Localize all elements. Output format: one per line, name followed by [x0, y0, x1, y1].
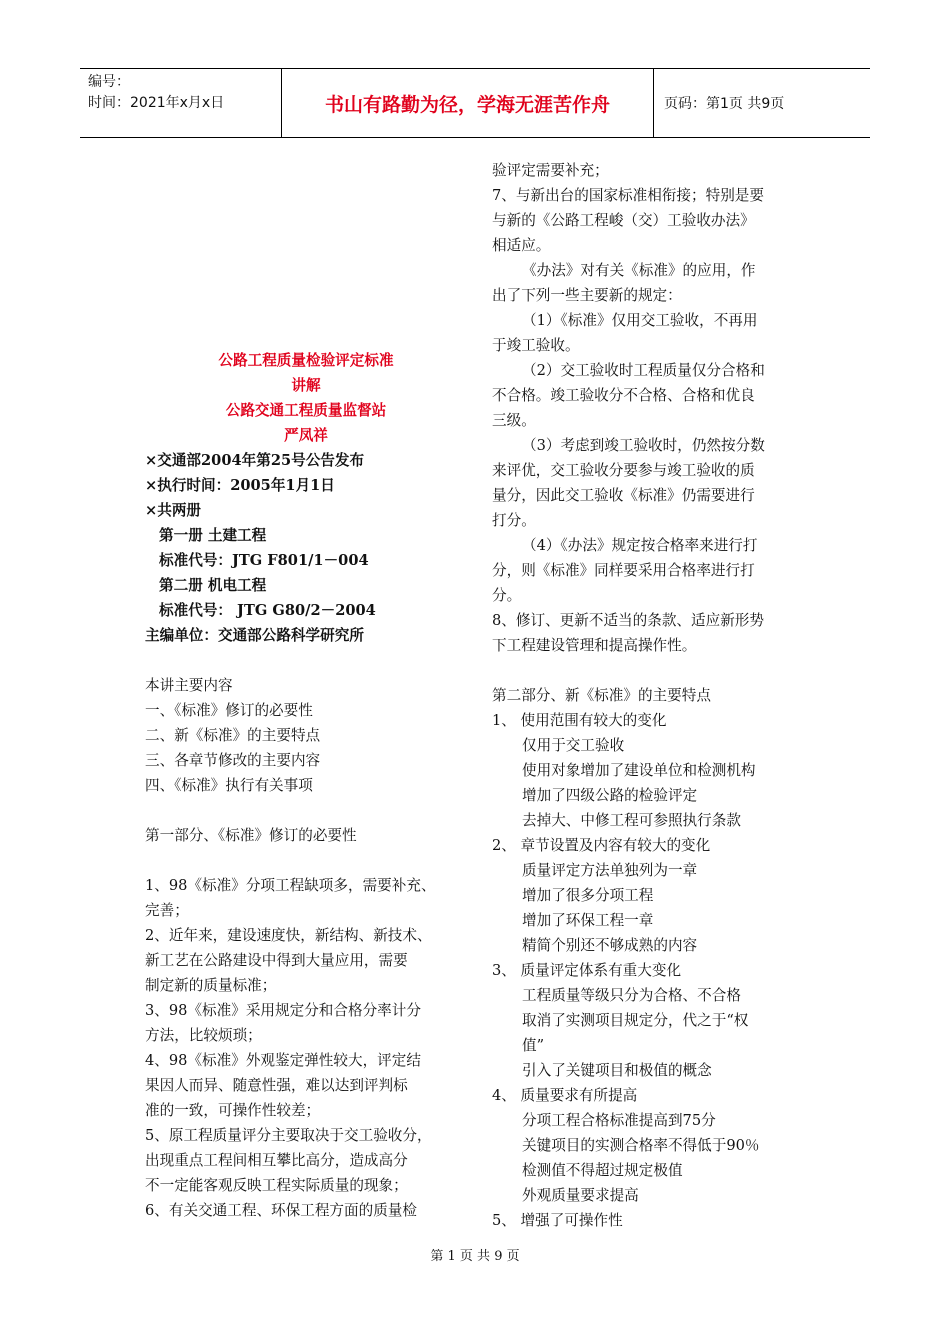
text-line: 《办法》对有关《标准》的应用，作: [522, 262, 756, 279]
header-page-number: 页码：第1页 共9页: [664, 96, 785, 112]
info-line: 第二册 机电工程: [159, 577, 267, 594]
text-line: 增加了很多分项工程: [522, 887, 654, 904]
text-line: 精简个别还不够成熟的内容: [522, 937, 698, 954]
info-line: 标准代号： JTG G80/2－2004: [159, 602, 376, 619]
info-line: 主编单位：交通部公路科学研究所: [145, 627, 364, 644]
page-footer: 第 1 页 共 9 页: [430, 1249, 520, 1264]
text-line: 准的一致，可操作性较差；: [145, 1102, 321, 1119]
toc-item: 一、《标准》修订的必要性: [145, 702, 313, 719]
text-line: （1）《标准》仅用交工验收，不再用: [522, 312, 758, 329]
toc-heading: 本讲主要内容: [145, 677, 233, 694]
header-motto: 书山有路勤为径，学海无涯苦作舟: [282, 69, 654, 137]
doc-date: 时间：2021年x月x日: [88, 95, 225, 111]
text-line: 验评定需要补充；: [492, 162, 609, 179]
text-line: 2、 章节设置及内容有较大的变化: [492, 837, 711, 854]
text-line: （2）交工验收时工程质量仅分合格和: [522, 362, 765, 379]
text-line: 出现重点工程间相互攀比高分，造成高分: [145, 1152, 408, 1169]
right-body-b: [492, 258, 812, 658]
left-column: [145, 348, 467, 1223]
text-line: 引入了关键项目和极值的概念: [522, 1062, 712, 1079]
text-line: 制定新的质量标准；: [145, 977, 277, 994]
author-name: 严凤祥: [284, 427, 328, 444]
doc-number: 编号：: [88, 74, 130, 90]
text-line: 分项工程合格标准提高到75分: [522, 1112, 716, 1129]
text-line: 不一定能客观反映工程实际质量的现象；: [145, 1177, 408, 1194]
text-line: 来评优，交工验收分要参与竣工验收的质: [492, 462, 755, 479]
text-line: 6、有关交通工程、环保工程方面的质量检: [145, 1202, 417, 1219]
info-line: 第一册 土建工程: [159, 527, 267, 544]
text-line: 8、修订、更新不适当的条款、适应新形势: [492, 612, 764, 629]
text-line: 4、 质量要求有所提高: [492, 1087, 638, 1104]
doc-title: 公路工程质量检验评定标准: [218, 352, 394, 369]
text-line: 三级。: [492, 412, 536, 429]
author-org: 公路交通工程质量监督站: [225, 402, 387, 419]
part1-heading: 第一部分、《标准》修订的必要性: [145, 827, 357, 844]
part1-body: [145, 873, 467, 1223]
text-line: 果因人而异、随意性强，难以达到评判标: [145, 1077, 408, 1094]
text-line: 于竣工验收。: [492, 337, 580, 354]
text-line: 分。: [492, 587, 522, 604]
text-line: 打分。: [492, 512, 536, 529]
text-line: 1、98《标准》分项工程缺项多，需要补充、: [145, 877, 436, 894]
text-line: 增加了环保工程一章: [522, 912, 654, 929]
text-line: 分，则《标准》同样要采用合格率进行打: [492, 562, 755, 579]
toc-item: 四、《标准》执行有关事项: [145, 777, 313, 794]
page-header: [80, 68, 870, 138]
text-line: 关键项目的实测合格率不得低于90％: [522, 1137, 760, 1154]
header-meta: [80, 69, 282, 137]
text-line: 新工艺在公路建设中得到大量应用，需要: [145, 952, 408, 969]
text-line: 使用对象增加了建设单位和检测机构: [522, 762, 756, 779]
doc-subtitle: 讲解: [291, 377, 321, 394]
toc-item: 二、新《标准》的主要特点: [145, 727, 321, 744]
info-line: ×交通部2004年第25号公告发布: [145, 452, 365, 469]
part2-heading: 第二部分、新《标准》的主要特点: [492, 687, 711, 704]
text-line: （3）考虑到竣工验收时，仍然按分数: [522, 437, 765, 454]
text-line: 仅用于交工验收: [522, 737, 625, 754]
text-line: 下工程建设管理和提高操作性。: [492, 637, 697, 654]
text-line: （4）《办法》规定按合格率来进行打: [522, 537, 758, 554]
text-line: 出了下列一些主要新的规定：: [492, 287, 682, 304]
text-line: 5、原工程质量评分主要取决于交工验收分，: [145, 1127, 432, 1144]
text-line: 取消了实测项目规定分，代之于“权: [522, 1012, 749, 1029]
text-line: 2、近年来，建设速度快，新结构、新技术、: [145, 927, 432, 944]
right-column: [492, 158, 812, 1233]
text-line: 5、 增强了可操作性: [492, 1212, 623, 1229]
text-line: 增加了四级公路的检验评定: [522, 787, 698, 804]
text-line: 工程质量等级只分为合格、不合格: [522, 987, 741, 1004]
right-body-c: [492, 708, 812, 1233]
text-line: 质量评定方法单独列为一章: [522, 862, 698, 879]
text-line: 4、98《标准》外观鉴定弹性较大，评定结: [145, 1052, 421, 1069]
text-line: 完善；: [145, 902, 189, 919]
text-line: 量分，因此交工验收《标准》仍需要进行: [492, 487, 755, 504]
info-line: ×执行时间：2005年1月1日: [145, 477, 335, 494]
info-line: ×共两册: [145, 502, 202, 519]
text-line: 外观质量要求提高: [522, 1187, 639, 1204]
text-line: 相适应。: [492, 237, 551, 254]
toc-item: 三、各章节修改的主要内容: [145, 752, 321, 769]
text-line: 与新的《公路工程峻（交）工验收办法》: [492, 212, 755, 229]
text-line: 不合格。竣工验收分不合格、合格和优良: [492, 387, 755, 404]
right-body-a: [492, 158, 812, 258]
text-line: 3、 质量评定体系有重大变化: [492, 962, 682, 979]
info-line: 标准代号：JTG F801/1－004: [159, 552, 369, 569]
text-line: 方法，比较烦琐；: [145, 1027, 262, 1044]
text-line: 值”: [522, 1037, 545, 1054]
text-line: 检测值不得超过规定极值: [522, 1162, 683, 1179]
text-line: 1、 使用范围有较大的变化: [492, 712, 667, 729]
text-line: 7、与新出台的国家标准相衔接；特别是要: [492, 187, 764, 204]
text-line: 3、98《标准》采用规定分和合格分率计分: [145, 1002, 421, 1019]
text-line: 去掉大、中修工程可参照执行条款: [522, 812, 741, 829]
